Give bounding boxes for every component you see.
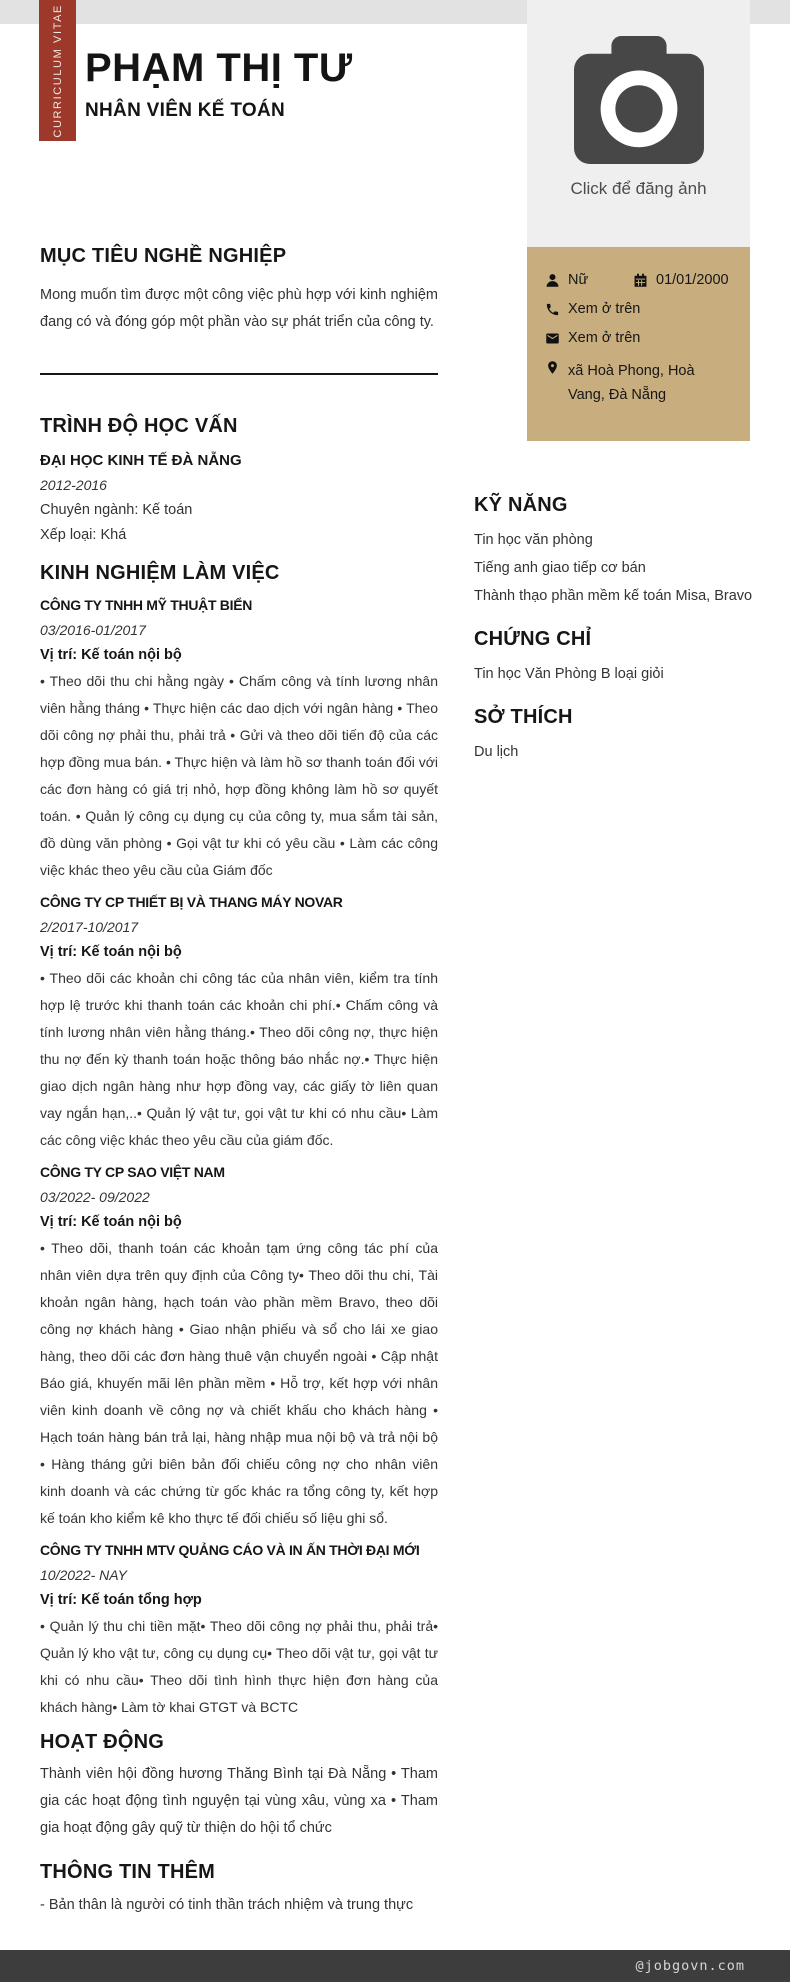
- location-pin-icon: [545, 360, 561, 375]
- certificates-heading: CHỨNG CHỈ: [474, 628, 592, 650]
- activities-heading: HOẠT ĐỘNG: [40, 1731, 165, 1753]
- education-period: 2012-2016: [40, 477, 107, 493]
- job-period: 2/2017-10/2017: [40, 919, 139, 935]
- job-entry: [40, 1538, 438, 1721]
- experience-heading: KINH NGHIỆM LÀM VIỆC: [40, 562, 280, 584]
- hobby-item: Du lịch: [474, 744, 519, 760]
- job-company: CÔNG TY CP SAO VIỆT NAM: [40, 1164, 225, 1180]
- education-school: ĐẠI HỌC KINH TẾ ĐÀ NẴNG: [40, 452, 242, 469]
- job-period: 03/2016-01/2017: [40, 622, 146, 638]
- email-icon: [545, 331, 561, 346]
- job-description: • Theo dõi, thanh toán các khoản tạm ứng công tác phí của nhân viên dựa trên quy định của Công ty• Theo dõi thu chi, Tài khoản ngân hàng, hạch toán vào phần mềm Bravo, theo dõi công nợ khách hàng • Giao nhận phiếu và sổ cho lái xe giao hàng, theo dõi các đơn hàng thuê vận chuyển ngoài • Cập nhật Báo giá, khuyến mãi lên phần mềm • Hỗ trợ, kết hợp với nhân viên kinh doanh về công nợ và chiết khấu cho khách hàng • Hạch toán hàng bán trả lại, hàng nhập mua nội bộ và trả nội bộ • Hàng tháng gửi biên bản đối chiếu công nợ cho nhân viên kinh doanh và các chứng từ gốc khác ra tổng công ty, kết hợp kế toán kho kiểm kê kho thực tế đối chiếu số liệu ghi sổ.: [40, 1240, 438, 1526]
- job-entry: [40, 1160, 438, 1532]
- side-column: [474, 492, 759, 766]
- job-position: Vị trí: Kế toán nội bộ: [40, 647, 182, 663]
- curriculum-vitae-ribbon: [39, 0, 76, 141]
- skill-item: Tiếng anh giao tiếp cơ bán: [474, 560, 646, 576]
- gender-value: Nữ: [568, 272, 589, 288]
- skill-item: Thành thạo phần mềm kế toán Misa, Bravo: [474, 588, 753, 604]
- objective-heading: MỤC TIÊU NGHỀ NGHIỆP: [40, 245, 287, 267]
- curriculum-vitae-label: CURRICULUM VITAE: [51, 3, 64, 138]
- job-entry: [40, 593, 438, 884]
- candidate-job-title: NHÂN VIÊN KẾ TOÁN: [85, 100, 286, 121]
- photo-upload-area[interactable]: [527, 0, 750, 247]
- skills-heading: KỸ NĂNG: [474, 494, 568, 516]
- phone-icon: [545, 302, 561, 317]
- dob-value: 01/01/2000: [656, 272, 729, 288]
- photo-upload-caption: Click để đăng ảnh: [570, 179, 707, 198]
- skill-item: Tin học văn phòng: [474, 532, 593, 548]
- certificate-item: Tin học Văn Phòng B loại giỏi: [474, 666, 664, 682]
- email-value: Xem ở trên: [568, 330, 641, 346]
- education-heading: TRÌNH ĐỘ HỌC VẤN: [40, 415, 238, 437]
- education-grade: Xếp loại: Khá: [40, 527, 127, 543]
- job-description: • Quản lý thu chi tiền mặt• Theo dõi công nợ phải thu, phải trả• Quản lý kho vật tư, công cụ dụng cụ• Theo dõi vật tư, gọi vật tư khi có nhu cầu• Theo dõi tình hình thực hiện đơn hàng của khách hàng• Làm tờ khai GTGT và BCTC: [40, 1618, 438, 1715]
- contact-info-box: [527, 247, 750, 441]
- education-major: Chuyên ngành: Kế toán: [40, 502, 193, 518]
- job-company: CÔNG TY CP THIẾT BỊ VÀ THANG MÁY NOVAR: [40, 894, 343, 910]
- job-position: Vị trí: Kế toán nội bộ: [40, 944, 182, 960]
- camera-icon: [574, 36, 704, 164]
- footer-bar: [0, 1950, 790, 1982]
- additional-info-text: - Bản thân là người có tinh thần trách nhiệm và trung thực: [40, 1897, 414, 1913]
- job-position: Vị trí: Kế toán nội bộ: [40, 1214, 182, 1230]
- job-period: 03/2022- 09/2022: [40, 1189, 150, 1205]
- section-divider: [40, 373, 438, 375]
- main-column: [40, 243, 438, 1919]
- candidate-name: PHẠM THỊ TƯ: [85, 46, 353, 90]
- job-position: Vị trí: Kế toán tổng hợp: [40, 1592, 202, 1608]
- job-company: CÔNG TY TNHH MỸ THUẬT BIỂN: [40, 597, 253, 613]
- additional-info-heading: THÔNG TIN THÊM: [40, 1861, 216, 1883]
- calendar-icon: [633, 273, 649, 288]
- activities-text: Thành viên hội đồng hương Thăng Bình tại Đà Nẵng • Tham gia các hoạt động tình nguyện tại vùng xâu, vùng xa • Tham gia hoạt động gây quỹ từ thiện do hội tổ chức: [40, 1766, 438, 1836]
- hobbies-heading: SỞ THÍCH: [474, 706, 573, 728]
- job-period: 10/2022- NAY: [40, 1567, 127, 1583]
- address-value: xã Hoà Phong, Hoà Vang, Đà Nẵng: [568, 363, 695, 403]
- objective-text: Mong muốn tìm được một công việc phù hợp với kinh nghiệm đang có và đóng góp một phần vào sự phát triển của công ty.: [40, 287, 438, 330]
- job-description: • Theo dõi các khoản chi công tác của nhân viên, kiểm tra tính hợp lệ trước khi thanh toán các khoản chi phí.• Chấm công và tính lương nhân viên hằng tháng.• Theo dõi công nợ, thực hiện thu nợ đến kỳ thanh toán hoặc thông báo nhắc nợ.• Thực hiện giao dịch ngân hàng như hợp đồng vay, các giấy tờ liên quan vay ngắn hạn,..• Quản lý vật tư, gọi vật tư khi có nhu cầu• Làm các công việc khác theo yêu cầu của giám đốc.: [40, 970, 438, 1148]
- watermark-text: @jobgovn.com: [635, 1958, 745, 1974]
- job-description: • Theo dõi thu chi hằng ngày • Chấm công và tính lương nhân viên hằng tháng • Thực hiện các dao dịch với ngân hàng • Theo dõi công nợ phải thu, phải trả • Gửi và theo dõi tiến độ của các hợp đồng mua bán. • Thực hiện và làm hồ sơ thanh toán đối với các đơn hàng có giá trị nhỏ, hợp đồng không làm hồ sơ quyết toán. • Quản lý công cụ dụng cụ của công ty, mua sắm tài sản, đồ dùng văn phòng • Gọi vật tư khi có yêu cầu • Làm các công việc khác theo yêu cầu của Giám đốc: [40, 673, 439, 878]
- person-icon: [545, 273, 561, 288]
- job-company: CÔNG TY TNHH MTV QUẢNG CÁO VÀ IN ẤN THỜI ĐẠI MỚI: [40, 1542, 420, 1558]
- header: [85, 42, 515, 122]
- phone-value: Xem ở trên: [568, 301, 641, 317]
- job-entry: [40, 890, 438, 1154]
